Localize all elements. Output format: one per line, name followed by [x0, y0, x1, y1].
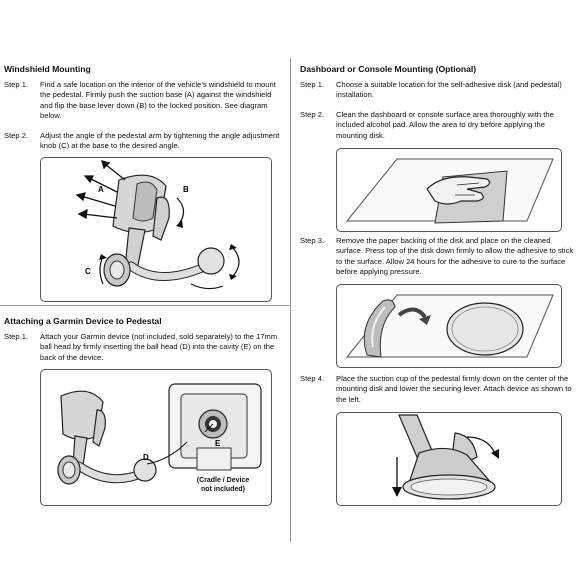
column-divider [290, 58, 291, 542]
step-number: Step 3. [300, 236, 325, 245]
cleaning-illustration [337, 149, 561, 231]
attach-diagram [40, 369, 272, 506]
figure-caption [183, 476, 263, 494]
mount-illustration [337, 413, 561, 505]
apply-disk-diagram [336, 284, 562, 368]
dashboard-heading: Dashboard or Console Mounting (Optional) [300, 64, 477, 74]
windshield-heading: Windshield Mounting [4, 64, 91, 74]
label-c: C [85, 267, 91, 276]
step-number: Step 1. [300, 80, 325, 89]
step-text: Find a safe location on the interior of the vehicle’s windshield to mount the pedestal. Firmly push the suction base (A) against the windshield and flip the base lever down (B) to the locked position. See diagram below. [40, 80, 276, 121]
label-b: B [183, 185, 189, 194]
attaching-step-1 [4, 332, 286, 364]
windshield-diagram [40, 157, 272, 302]
mount-pedestal-diagram [336, 412, 562, 506]
dashboard-step-2 [300, 110, 576, 142]
step-text: Choose a suitable location for the self-adhesive disk (and pedestal) installation. [336, 80, 562, 100]
attaching-heading: Attaching a Garmin Device to Pedestal [4, 316, 162, 326]
label-d: D [143, 453, 149, 462]
dashboard-step-1 [300, 80, 576, 102]
section-divider [0, 305, 290, 306]
step-number: Step 2. [300, 110, 325, 119]
caption-line: (Cradle / Device [196, 477, 250, 484]
label-a: A [98, 185, 104, 194]
step-number: Step 4. [300, 374, 325, 383]
step-number: Step 1. [4, 80, 29, 89]
pedestal-illustration [41, 158, 271, 301]
step-text: Attach your Garmin device (not included, sold separately) to the 17mm ball head by firmly inserting the ball head (D) into the cavity (E) on the back of the device. [40, 332, 278, 362]
clean-surface-diagram [336, 148, 562, 232]
step-number: Step 1. [4, 332, 29, 341]
windshield-step-2 [4, 131, 286, 153]
step-text: Adjust the angle of the pedestal arm by tightening the angle adjustment knob (C) at the base to the desired angle. [40, 131, 280, 151]
disk-illustration [337, 285, 561, 367]
step-number: Step 2. [4, 131, 29, 140]
caption-line: not included) [201, 486, 245, 493]
windshield-step-1 [4, 80, 286, 122]
step-text: Clean the dashboard or console surface area thoroughly with the included alcohol pad. Allow the area to dry before applying the mounting disk. [336, 110, 554, 140]
label-e: E [215, 439, 221, 448]
step-text: Place the suction cup of the pedestal firmly down on the center of the mounting disk and lower the securing lever. Attach device as shown to the left. [336, 374, 572, 404]
dashboard-step-3 [300, 236, 576, 278]
step-text: Remove the paper backing of the disk and place on the cleaned surface. Press top of the disk down firmly to allow the adhesive to stick to the surface. Allow 24 hours for the adhesive to cure to the surface before applying pressure. [336, 236, 574, 277]
dashboard-step-4 [300, 374, 576, 406]
